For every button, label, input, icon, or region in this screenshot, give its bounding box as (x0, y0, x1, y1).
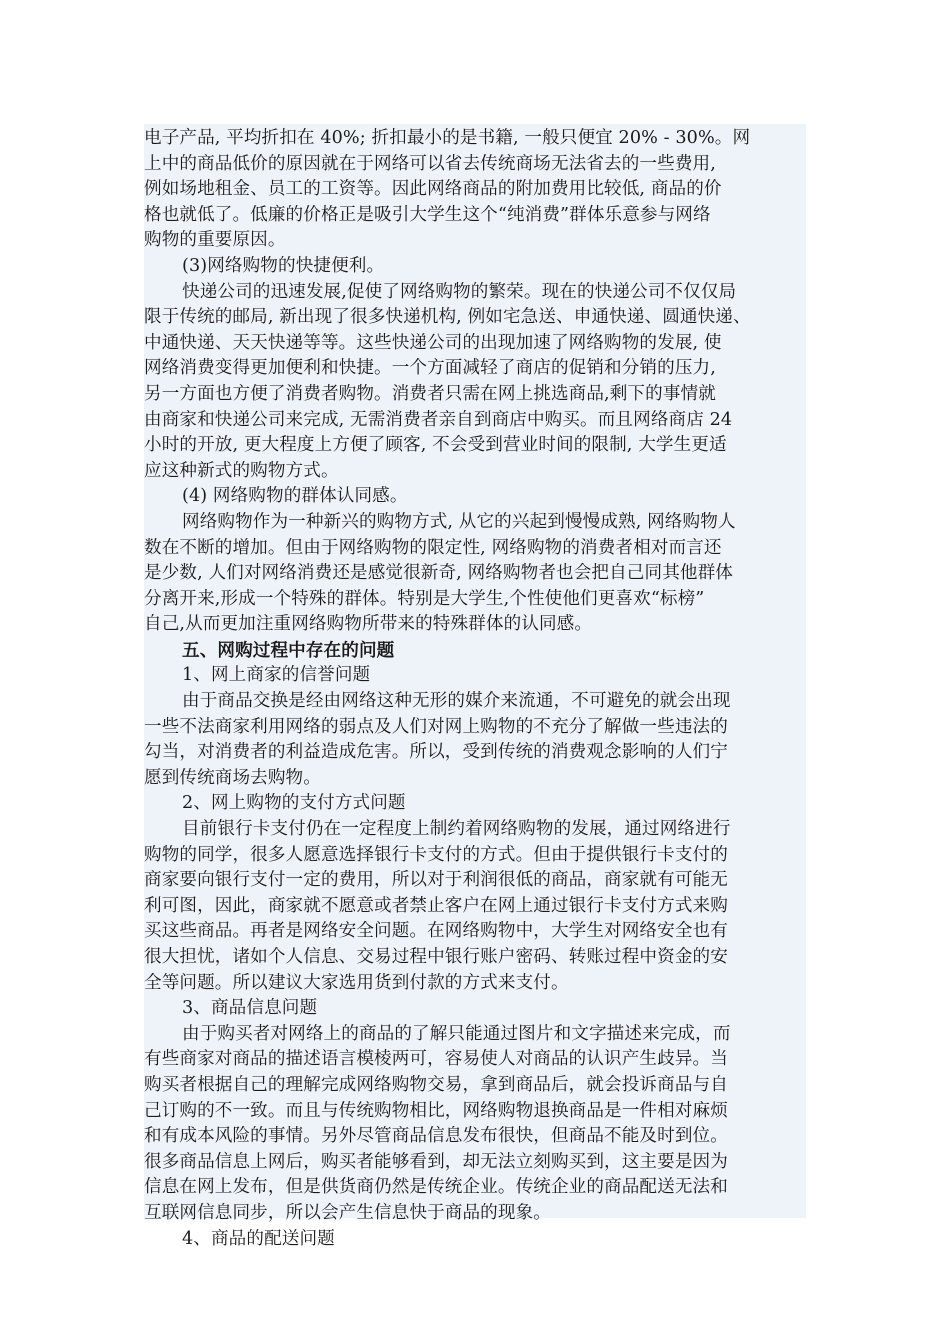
paragraph-line: 互联网信息同步，所以会产生信息快于商品的现象。 (144, 1202, 551, 1223)
paragraph-line: 由商家和快递公司来完成, 无需消费者亲自到商店中购买。而且网络商店 24 (144, 409, 733, 430)
paragraph-line: 利可图，因此，商家就不愿意或者禁止客户在网上通过银行卡支付方式来购 (144, 895, 728, 916)
paragraph-line: 目前银行卡支付仍在一定程度上制约着网络购物的发展，通过网络进行 (182, 819, 731, 840)
paragraph-line: 勾当，对消费者的利益造成危害。所以，受到传统的消费观念影响的人们宁 (144, 742, 728, 763)
paragraph-line: 中通快递、天天快递等等。这些快递公司的出现加速了网络购物的发展, 使 (144, 332, 722, 353)
paragraph-line: 很大担忧，诸如个人信息、交易过程中银行账户密码、转账过程中资金的安 (144, 947, 728, 967)
paragraph-line: 购买者根据自己的理解完成网络购物交易，拿到商品后，就会投诉商品与自 (144, 1074, 728, 1095)
paragraph-line: 是少数, 人们对网络消费还是感觉很新奇, 网络购物者也会把自己同其他群体 (144, 563, 733, 584)
paragraph-line: 商家要向银行支付一定的费用，所以对于利润很低的商品，商家就有可能无 (144, 870, 728, 891)
paragraph-line: 购物的重要原因。 (144, 230, 286, 251)
paragraph-line: (4) 网络购物的群体认同感。 (182, 486, 408, 507)
paragraph-line: 信息在网上发布，但是供货商仍然是传统企业。传统企业的商品配送无法和 (144, 1177, 728, 1198)
paragraph-line: 己订购的不一致。而且与传统购物相比，网络购物退换商品是一件相对麻烦 (144, 1100, 728, 1121)
paragraph-line: 电子产品, 平均折扣在 40%; 折扣最小的是书籍, 一般只便宜 20% - 30%。网 (144, 128, 751, 148)
paragraph-line: 由于购买者对网络上的商品的了解只能通过图片和文字描述来完成，而 (182, 1023, 731, 1044)
paragraph-line: 上中的商品低价的原因就在于网络可以省去传统商场无法省去的一些费用, (144, 153, 716, 174)
paragraph-line: 限于传统的邮局, 新出现了很多快递机构, 例如宅急送、申通快递、圆通快递、 (144, 307, 751, 328)
paragraph-line: 有些商家对商品的描述语言模棱两可，容易使人对商品的认识产生歧异。当 (144, 1049, 728, 1070)
paragraph-line: 应这种新式的购物方式。 (144, 460, 339, 481)
paragraph-line: 另一方面也方便了消费者购物。消费者只需在网上挑选商品,剩下的事情就 (144, 383, 716, 404)
paragraph-line: 4、商品的配送问题 (182, 1228, 335, 1249)
paragraph-line: 一些不法商家利用网络的弱点及人们对网上购物的不充分了解做一些违法的 (144, 716, 728, 737)
document-text-block (144, 124, 806, 1249)
paragraph-line: 由于商品交换是经由网络这种无形的媒介来流通，不可避免的就会出现 (182, 691, 731, 712)
paragraph-line: (3)网络购物的快捷便利。 (182, 255, 385, 276)
paragraph-line: 例如场地租金、员工的工资等。因此网络商品的附加费用比较低, 商品的价 (144, 179, 722, 200)
paragraph-line: 购物的同学，很多人愿意选择银行卡支付的方式。但由于提供银行卡支付的 (144, 844, 728, 865)
paragraph-line: 格也就低了。低廉的价格正是吸引大学生这个“纯消费”群体乐意参与网络 (144, 204, 711, 225)
paragraph-line: 愿到传统商场去购物。 (144, 767, 321, 788)
paragraph-line: 数在不断的增加。但由于网络购物的限定性, 网络购物的消费者相对而言还 (144, 537, 722, 558)
paragraph-line: 网络购物作为一种新兴的购物方式, 从它的兴起到慢慢成熟, 网络购物人 (182, 511, 736, 532)
paragraph-line: 全等问题。所以建议大家选用货到付款的方式来支付。 (144, 972, 569, 993)
paragraph-line: 1、网上商家的信誉问题 (182, 665, 371, 686)
paragraph-line: 和有成本风险的事情。另外尽管商品信息发布很快，但商品不能及时到位。 (144, 1126, 728, 1147)
paragraph-line: 很多商品信息上网后，购买者能够看到，却无法立刻购买到，这主要是因为 (144, 1151, 728, 1172)
section-heading: 五、网购过程中存在的问题 (182, 639, 395, 661)
paragraph-line: 网络消费变得更加便利和快捷。一个方面减轻了商店的促销和分销的压力, (144, 358, 716, 379)
paragraph-line: 2、网上购物的支付方式问题 (182, 793, 406, 814)
paragraph-line: 快递公司的迅速发展,促使了网络购物的繁荣。现在的快递公司不仅仅局 (182, 281, 737, 302)
paragraph-line: 自己,从而更加注重网络购物所带来的特殊群体的认同感。 (144, 614, 593, 635)
paragraph-line: 3、商品信息问题 (182, 998, 318, 1019)
paragraph-line: 小时的开放, 更大程度上方便了顾客, 不会受到营业时间的限制, 大学生更适 (144, 435, 727, 456)
paragraph-line: 买这些商品。再者是网络安全问题。在网络购物中，大学生对网络安全也有 (144, 921, 728, 942)
paragraph-line: 分离开来,形成一个特殊的群体。特别是大学生,个性使他们更喜欢“标榜” (144, 588, 705, 609)
